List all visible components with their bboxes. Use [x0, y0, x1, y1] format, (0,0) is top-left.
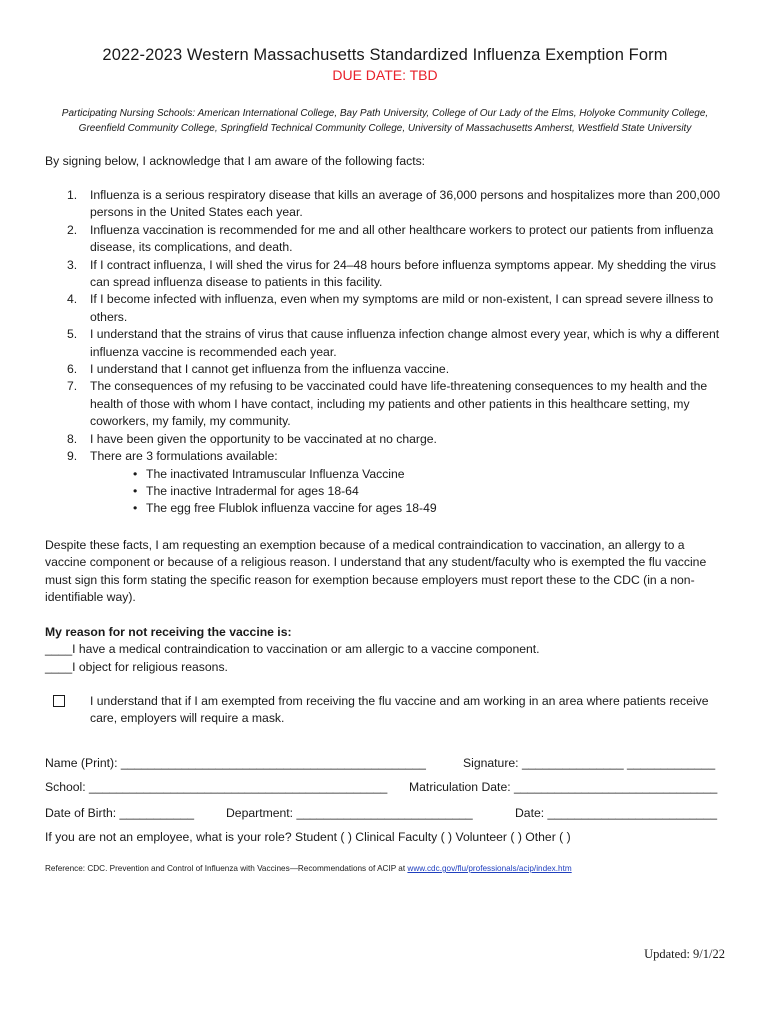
date-field[interactable]: Date: _________________________ — [515, 806, 717, 820]
fact-item — [45, 222, 725, 257]
reference-text: Reference: CDC. Prevention and Control of Influenza with Vaccines—Recommendations of ACIP at — [45, 864, 408, 873]
fact-item — [45, 361, 725, 378]
fact-text: If I become infected with influenza, even when my symptoms are mild or non-existent, I can spread severe illness to others. — [90, 292, 714, 324]
school-field[interactable]: School: ____________________________________________ — [45, 780, 388, 794]
date-of-birth-field[interactable]: Date of Birth: ___________ — [45, 806, 195, 820]
role-selection[interactable]: If you are not an employee, what is your role? Student ( ) Clinical Faculty ( ) Volunteer ( ) Other ( ) — [45, 830, 571, 844]
form-title: 2022-2023 Western Massachusetts Standardized Influenza Exemption Form — [102, 46, 668, 64]
fact-text: I understand that the strains of virus that cause influenza infection change almost every year, which is why a different influenza vaccine is recommended each year. — [90, 327, 720, 359]
signature-field[interactable]: Signature: _______________ _____________ — [463, 756, 716, 770]
bullet-icon: • — [133, 501, 138, 516]
mask-acknowledgement-checkbox[interactable] — [53, 695, 65, 707]
fact-text: The consequences of my refusing to be vaccinated could have life-threatening consequences to my health and the health of those with whom I have contact, including my patients and other patients in this healthcare setting, my coworkers, my family, my community. — [90, 379, 708, 429]
fact-text: There are 3 formulations available: — [90, 449, 278, 464]
department-field[interactable]: Department: __________________________ — [226, 806, 473, 820]
fact-number: 9. — [67, 449, 78, 464]
formulation-text: The inactive Intradermal for ages 18-64 — [146, 483, 359, 498]
name-print-field[interactable]: Name (Print): _____________________________________________ — [45, 756, 426, 770]
facts-list — [45, 187, 725, 518]
schools-line-2: Greenfield Community College, Springfield Technical Community College, University of Massachusetts Amherst, Westfield State University — [78, 123, 692, 134]
updated-date: Updated: 9/1/22 — [644, 947, 725, 961]
fact-number: 8. — [67, 431, 78, 446]
formulations-list — [90, 466, 725, 518]
fact-number: 4. — [67, 292, 78, 307]
fact-number: 5. — [67, 327, 78, 342]
formulation-text: The inactivated Intramuscular Influenza Vaccine — [146, 466, 405, 481]
cdc-link[interactable]: www.cdc.gov/flu/professionals/acip/index.htm — [407, 864, 572, 873]
fact-item — [45, 326, 725, 361]
formulation-item — [130, 500, 725, 517]
reason-religious-option[interactable]: ____I object for religious reasons. — [45, 660, 228, 674]
fact-item — [45, 257, 725, 292]
formulation-item — [130, 466, 725, 483]
fact-text: I understand that I cannot get influenza from the influenza vaccine. — [90, 362, 450, 377]
fact-item — [45, 187, 725, 222]
exemption-statement: Despite these facts, I am requesting an exemption because of a medical contraindication to vaccination, an allergy to a vaccine component or because of a religious reason. I understand that any student/faculty who is exempted the flu vaccine must sign this form stating the specific reason for exemption because employers must report these to the CDC (in a non-identifiable way). — [45, 538, 707, 605]
bullet-icon: • — [133, 483, 138, 498]
formulation-text: The egg free Flublok influenza vaccine for ages 18-49 — [146, 501, 437, 516]
fact-number: 2. — [67, 222, 78, 237]
fact-item — [45, 448, 725, 518]
fact-item — [45, 431, 725, 448]
fact-number: 1. — [67, 188, 78, 202]
schools-line-1: Participating Nursing Schools: American International College, Bay Path University, College of Our Lady of the Elms, Holyoke Community College, — [61, 108, 709, 119]
mask-acknowledgement-text: I understand that if I am exempted from receiving the flu vaccine and am working in an area where patients receive care, employers will require a mask. — [90, 694, 709, 726]
bullet-icon: • — [133, 466, 138, 481]
reason-medical-option[interactable]: ____I have a medical contraindication to vaccination or am allergic to a vaccine component. — [45, 642, 540, 656]
fact-text: I have been given the opportunity to be vaccinated at no charge. — [90, 431, 437, 446]
fact-number: 6. — [67, 362, 78, 377]
formulation-item — [130, 483, 725, 500]
reason-heading: My reason for not receiving the vaccine is: — [45, 625, 292, 639]
fact-text: Influenza vaccination is recommended for me and all other healthcare workers to protect our patients from influenza disease, its complications, and death. — [90, 222, 714, 255]
fact-text: If I contract influenza, I will shed the virus for 24–48 hours before influenza symptoms appear. My shedding the virus can spread influenza disease to patients in this facility. — [90, 257, 716, 290]
fact-number: 3. — [67, 257, 78, 272]
fact-item — [45, 291, 725, 326]
intro-statement: By signing below, I acknowledge that I am aware of the following facts: — [45, 154, 426, 168]
participating-schools — [40, 106, 730, 136]
fact-number: 7. — [67, 379, 78, 394]
fact-item — [45, 378, 725, 430]
reference-note — [45, 864, 572, 873]
fact-text: Influenza is a serious respiratory disease that kills an average of 36,000 persons and hospitalizes more than 200,000 persons in the United States each year. — [90, 188, 721, 220]
matriculation-date-field[interactable]: Matriculation Date: ______________________________ — [409, 780, 718, 794]
due-date: DUE DATE: TBD — [332, 67, 438, 83]
